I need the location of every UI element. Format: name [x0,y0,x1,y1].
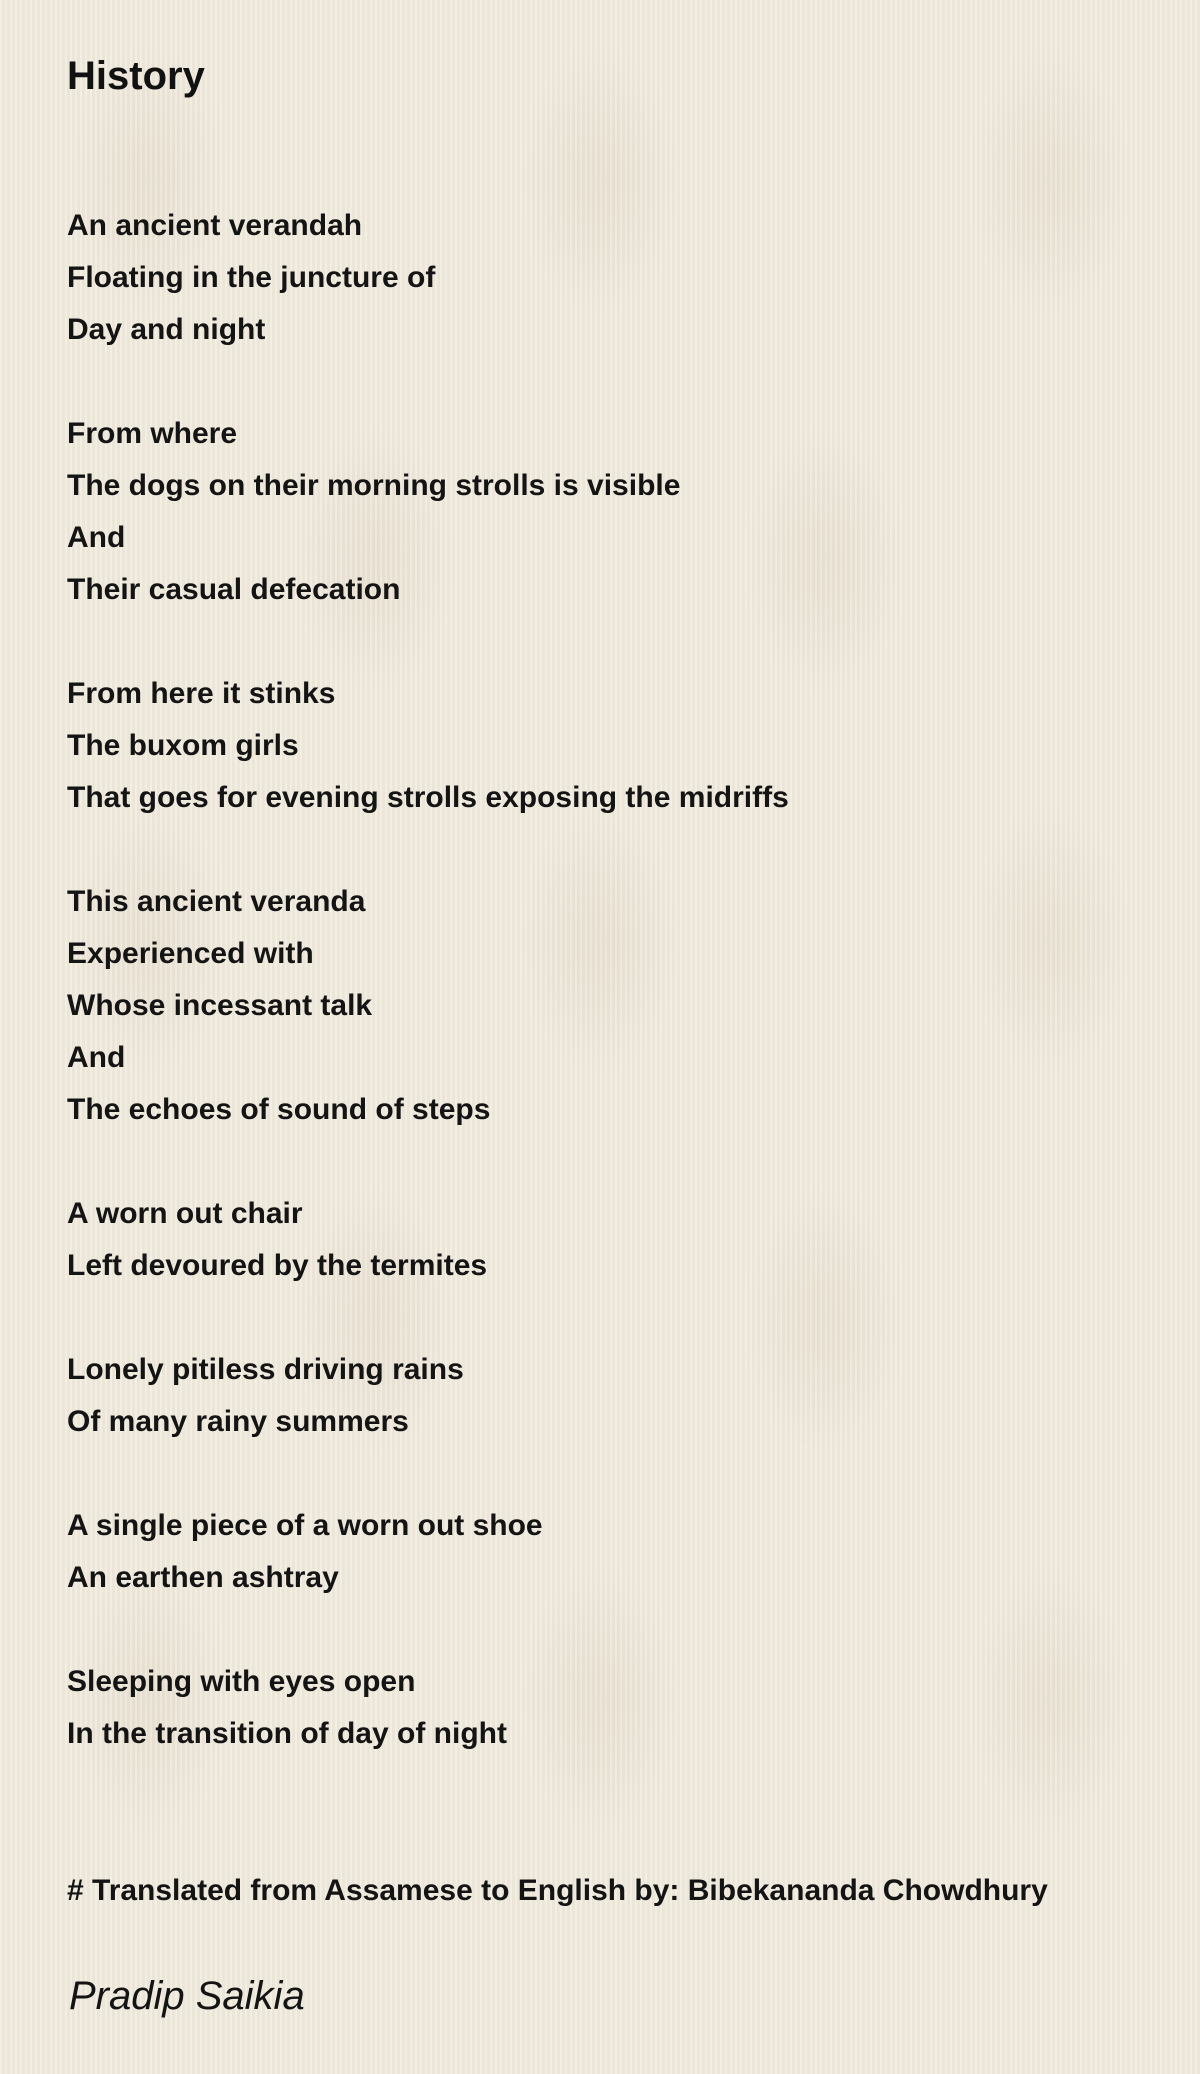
poem-line: From where [67,417,238,450]
stanza [67,408,1167,616]
poem-body [67,200,1167,1760]
stanza-break [67,1448,1167,1500]
poem-line: Floating in the juncture of [67,261,436,294]
poem-line: This ancient veranda [67,885,366,918]
poem-line: And [67,1041,126,1074]
poem-line: That goes for evening strolls exposing the midriffs [67,781,789,814]
poem-line: Whose incessant talk [67,989,373,1022]
stanza-break [67,1604,1167,1656]
stanza [67,668,1167,824]
poem-line: The echoes of sound of steps [67,1093,491,1126]
poem-title: History [67,54,205,98]
poem-line: An ancient verandah [67,209,363,242]
poem-line: The dogs on their morning strolls is visible [67,469,681,502]
stanza-break [67,1136,1167,1188]
poem-line: Day and night [67,313,266,346]
stanza-break [67,1292,1167,1344]
poem-line: A single piece of a worn out shoe [67,1509,543,1542]
poem-line: Sleeping with eyes open [67,1665,416,1698]
poem-line: Of many rainy summers [67,1405,409,1438]
translation-note: # Translated from Assamese to English by: Bibekananda Chowdhury [67,1874,1048,1907]
stanza [67,1344,1167,1448]
poem-line: Left devoured by the termites [67,1249,488,1282]
poem-line: Their casual defecation [67,573,401,606]
stanza [67,1656,1167,1760]
stanza-break [67,824,1167,876]
stanza-break [67,356,1167,408]
stanza [67,200,1167,356]
author-name: Pradip Saikia [69,1974,305,2018]
poem-line: In the transition of day of night [67,1717,507,1750]
poem-line: The buxom girls [67,729,299,762]
stanza [67,876,1167,1136]
stanza [67,1500,1167,1604]
poem-line: Experienced with [67,937,314,970]
poem-line: Lonely pitiless driving rains [67,1353,464,1386]
stanza-break [67,616,1167,668]
poem-line: From here it stinks [67,677,336,710]
poem-line: And [67,521,126,554]
poem-line: A worn out chair [67,1197,303,1230]
poem-line: An earthen ashtray [67,1561,339,1594]
stanza [67,1188,1167,1292]
